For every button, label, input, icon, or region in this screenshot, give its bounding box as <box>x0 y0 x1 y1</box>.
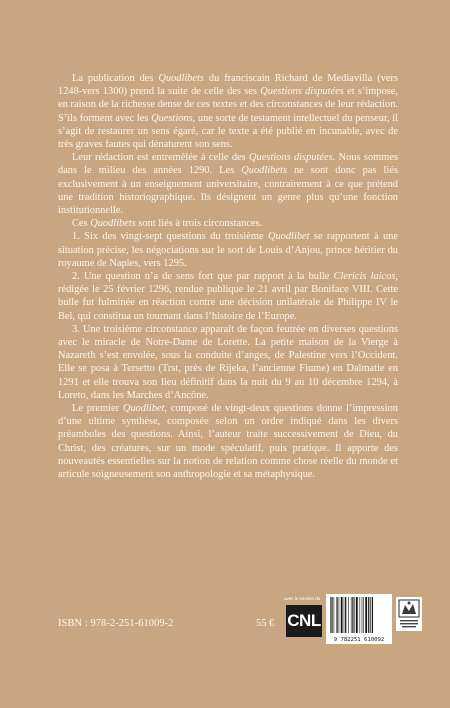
barcode-bar <box>360 597 361 633</box>
italic-title: Questions <box>151 112 193 124</box>
text-run: 3. Une troisième circonstance apparaît de façon feutrée en diverses questions avec le miracle de Notre-Dame de Lorette. La petite maison de la Vierge à Nazareth s’est envolée, sous la conduite d’anges, de Palestine vers l’Occident. Elle se posa à Tersetto (Trst, près de Rijeka, l’ancienne Fiume) en Dalmatie en 1291 et elle trouva son lieu définitif dans la nuit du 9 au 10 décembre 1294, à Loreto, dans les Marches d’Ancône. <box>58 323 398 401</box>
text-run: 1. Six des vingt-sept questions du troisième <box>72 231 268 243</box>
barcode-bar <box>331 597 332 633</box>
text-run: Le premier <box>72 403 123 415</box>
paragraph <box>58 230 398 270</box>
barcode-bar <box>341 597 343 633</box>
barcode-bar <box>352 597 353 633</box>
text-run: 2. Une question n’a de sens fort que par rapport à la bulle <box>72 271 334 283</box>
barcode-bar <box>336 597 337 633</box>
text-run: , composé de vingt-deux questions donne l’impression d’une ultime synthèse, composée selon un ordre indiqué dans les divers préambules des questions. Ainsi, l’auteur traite successivement de Dieu, du Christ, des créatures, sur un mode spéculatif, puis pratique. Il apporte des nouveautés essentielles sur la notion de relation comme chose réelle du monde et articule soigneusement son anthropologie et sa métaphysique. <box>58 403 398 481</box>
barcode-bar <box>365 597 367 633</box>
barcode-bar <box>354 597 355 633</box>
italic-title: Clericis laicos <box>333 271 396 283</box>
barcode <box>326 594 392 644</box>
text-run: et s’impose, en raison de la richesse dense de ces textes et des circonstances de leur rédaction. S’ils forment avec les <box>58 86 399 124</box>
text-run: . Nous sommes dans le milieu des années 1290. Les <box>58 152 398 177</box>
cnl-logo <box>286 605 322 637</box>
italic-title: Quodlibets <box>158 73 204 84</box>
barcode-bar <box>334 597 335 633</box>
text-run: du franciscain Richard de Mediavilla (vers 1248-vers 1300) prend la suite de celle des ses <box>58 73 398 98</box>
text-run: La publication des <box>72 73 159 84</box>
barcode-bar <box>370 597 371 633</box>
paragraph <box>58 217 398 230</box>
text-run: sont liés à trois circonstances. <box>135 218 263 230</box>
barcode-bar <box>362 597 363 633</box>
italic-title: Questions disputées <box>249 152 333 164</box>
italic-title: Quodlibets <box>241 165 287 177</box>
paragraph <box>58 72 398 151</box>
text-run: ne sont donc pas liés exclusivement à un enseignement universitaire, contrairement à ce que prétend une tradition historiographique. Ils désignent un genre plus qu’une fonction institutionnelle. <box>58 165 398 217</box>
text-run: se rapportent à une situation précise, les négociations sur le sort de Louis d’Anjou, prince héritier du royaume de Naples, vers 1295. <box>58 231 398 269</box>
italic-title: Quodlibet <box>122 403 165 415</box>
italic-title: Questions disputées <box>260 86 344 98</box>
text-run: Ces <box>72 218 91 230</box>
text-run: , une sorte de testament intellectuel du penseur, il s’agit de restaurer un sens égaré, car le texte a été publié en incunable, avec de très graves fautes qui dénaturent son sens. <box>58 112 398 151</box>
barcode-bar <box>368 597 369 633</box>
text-run: Leur rédaction est entremêlée à celle des <box>72 152 250 164</box>
barcode-bar <box>345 597 346 633</box>
barcode-bar <box>363 597 364 633</box>
publisher-logo-icon <box>396 597 422 631</box>
paragraph <box>58 402 398 481</box>
barcode-bar <box>348 597 349 633</box>
cnl-caption: avec le soutien du <box>284 596 321 601</box>
barcode-bars <box>329 597 389 634</box>
paragraph <box>58 323 398 402</box>
italic-title: Quodlibets <box>90 218 136 230</box>
barcode-number: 9 782251 610092 <box>333 637 385 643</box>
cnl-logo-letters: CNL <box>287 611 321 630</box>
barcode-bar <box>330 597 331 633</box>
barcode-bar <box>372 597 373 633</box>
price-label: 55 € <box>256 618 275 629</box>
paragraph <box>58 270 398 323</box>
barcode-bar <box>351 597 352 633</box>
barcode-bar <box>344 597 345 633</box>
text-run: , rédigée le 25 février 1296, rendue publique le 21 avril par Boniface VIII. Cette bulle fut fulminée en réaction contre une décision unilatérale de Philippe IV le Bel, qui constitua un tournant dans l’histoire de l’Europe. <box>58 271 399 322</box>
barcode-bar <box>339 597 340 633</box>
back-cover-text <box>58 72 398 481</box>
paragraph <box>58 151 398 217</box>
barcode-bar <box>356 597 358 633</box>
isbn-label: ISBN : 978-2-251-61009-2 <box>58 618 174 629</box>
italic-title: Quodlibet <box>267 231 310 243</box>
